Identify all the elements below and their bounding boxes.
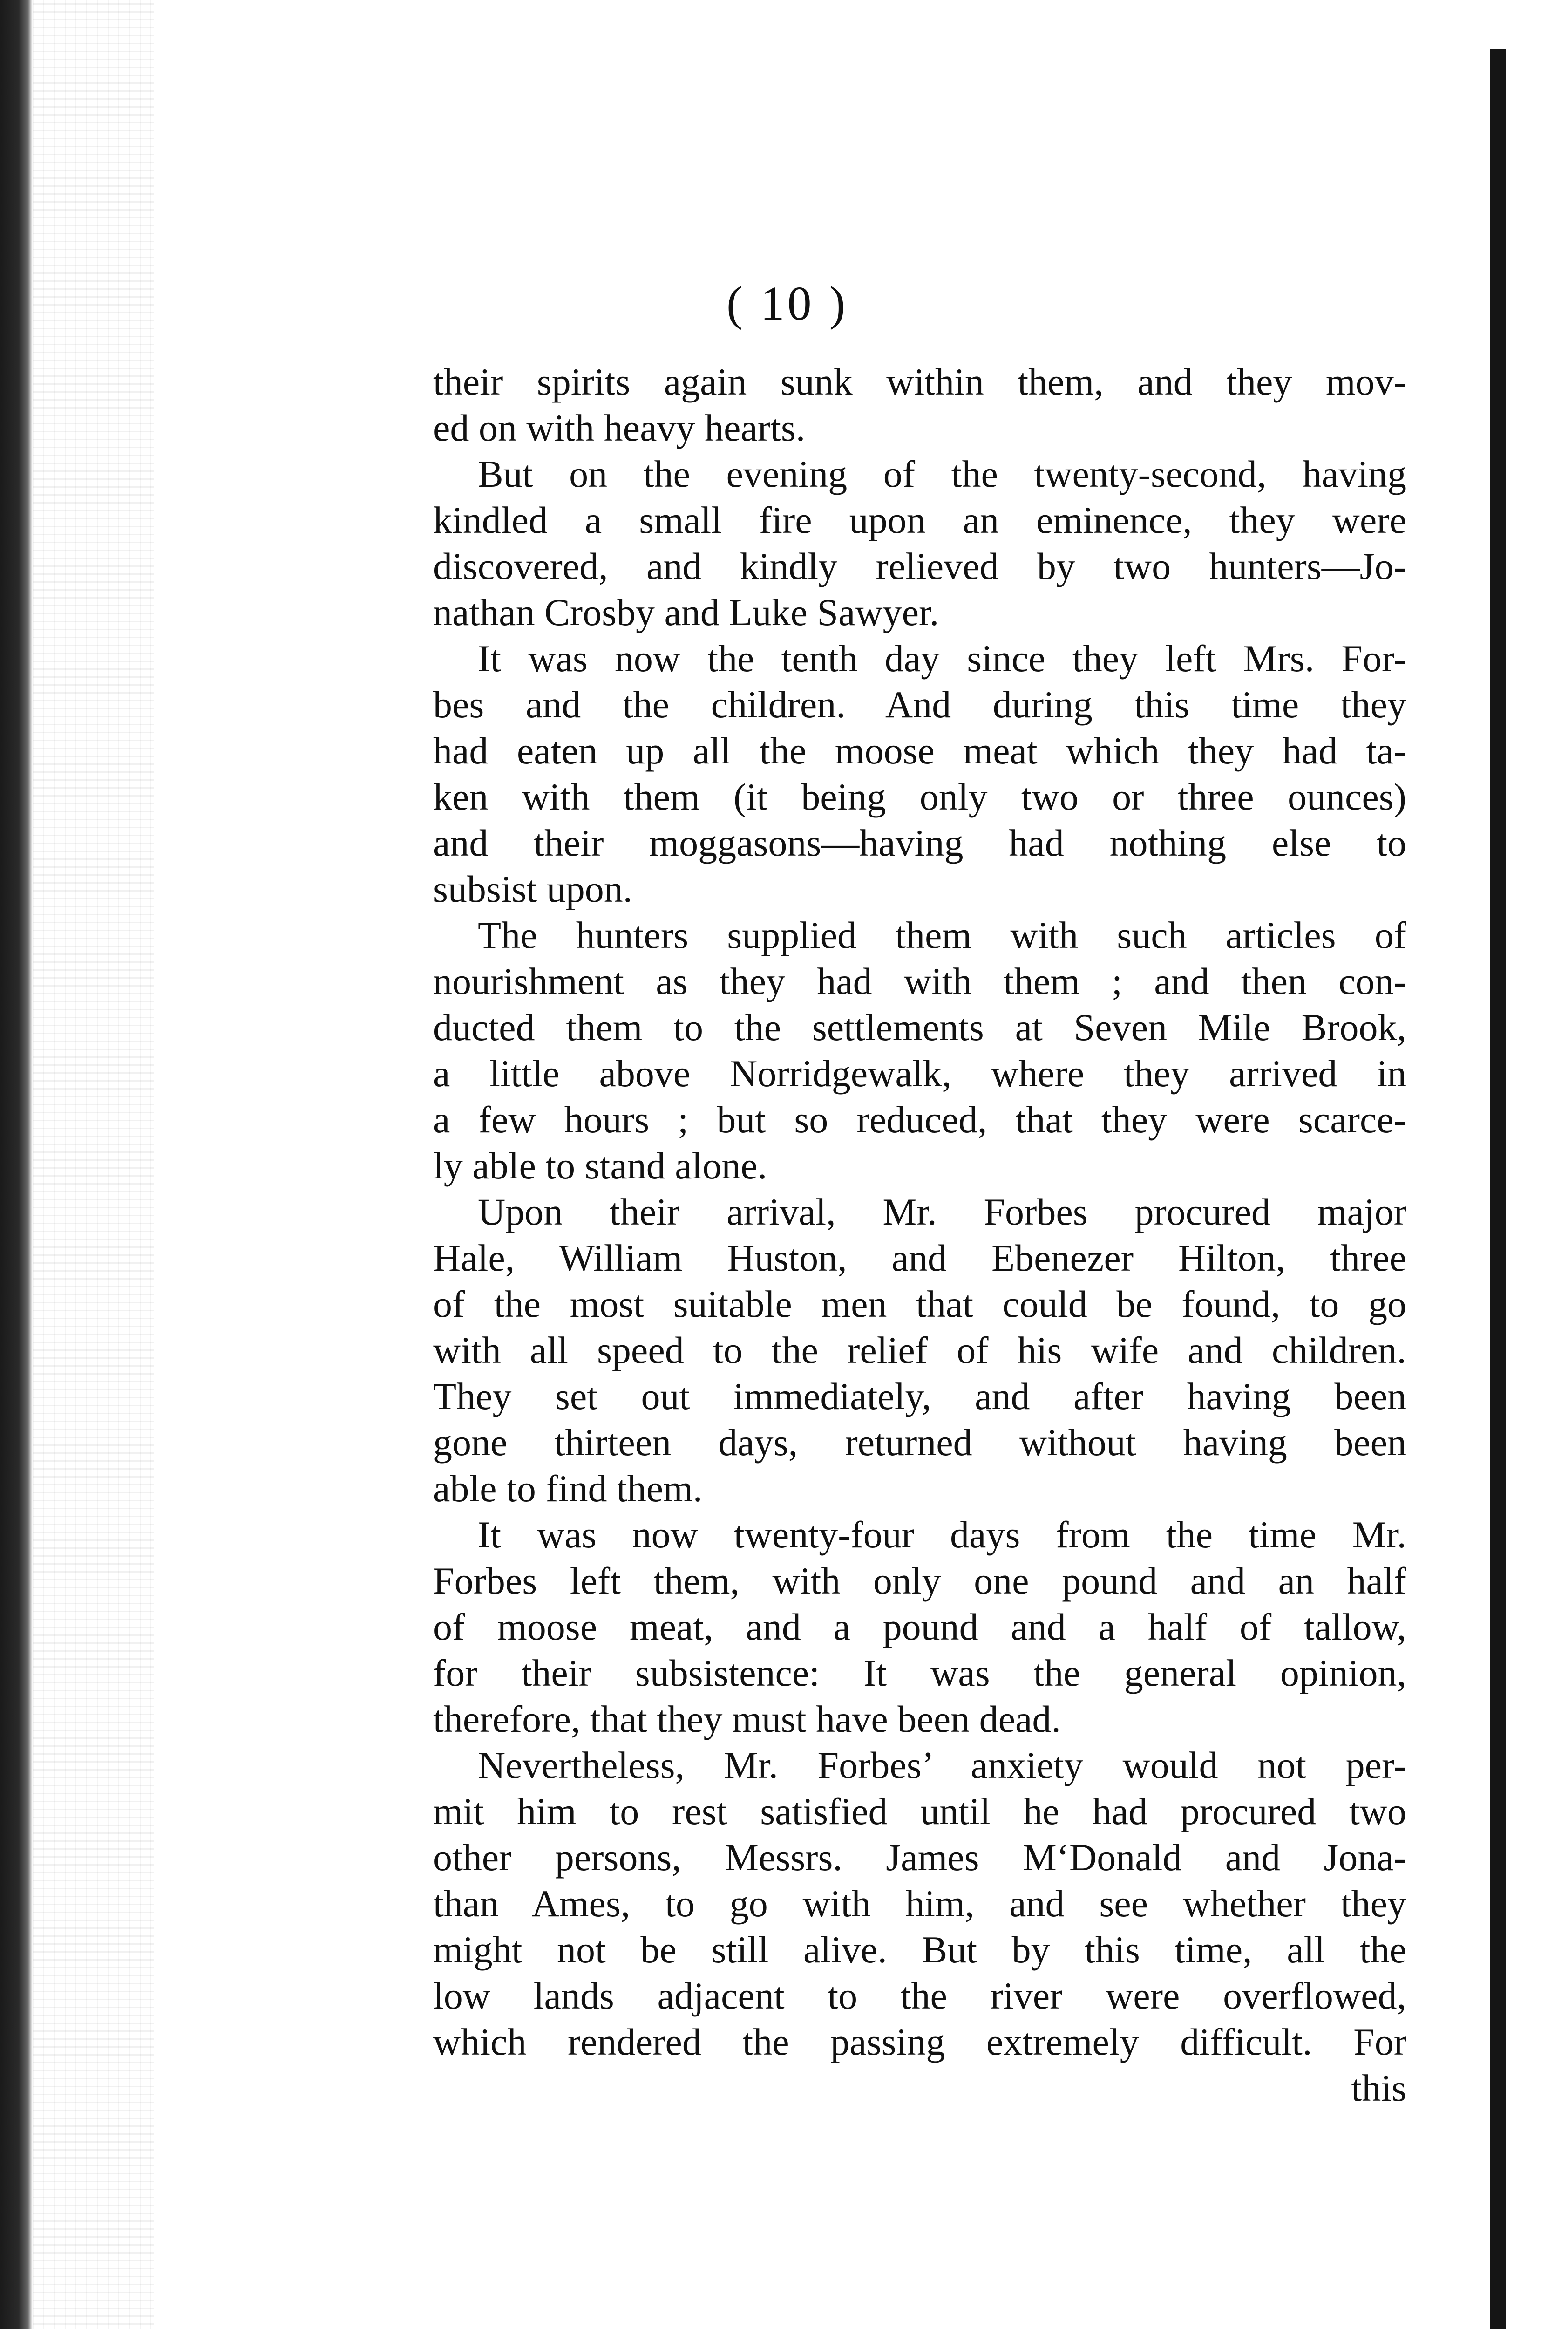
- catchword: this: [1351, 2067, 1406, 2109]
- text-line: subsist upon.: [433, 868, 633, 910]
- text-line: a little above Norridgewalk, where they arrived in: [433, 1052, 1406, 1095]
- text-line: The hunters supplied them with such articles of: [478, 914, 1406, 956]
- text-line: low lands adjacent to the river were overflowed,: [433, 1975, 1406, 2017]
- text-line: ly able to stand alone.: [433, 1144, 767, 1187]
- text-line: their spirits again sunk within them, and they mov-: [433, 361, 1406, 403]
- text-line: nourishment as they had with them ; and then con-: [433, 960, 1406, 1002]
- text-line: Hale, William Huston, and Ebenezer Hilton, three: [433, 1237, 1406, 1279]
- text-line: discovered, and kindly relieved by two hunters—Jo-: [433, 545, 1406, 587]
- text-line: for their subsistence: It was the general opinion,: [433, 1652, 1406, 1694]
- text-line: of moose meat, and a pound and a half of tallow,: [433, 1606, 1406, 1648]
- text-line: Nevertheless, Mr. Forbes’ anxiety would not per-: [478, 1744, 1406, 1786]
- text-line: Upon their arrival, Mr. Forbes procured major: [478, 1191, 1406, 1233]
- scanned-binding-edge-right: [1490, 49, 1506, 2329]
- text-line: gone thirteen days, returned without having been: [433, 1421, 1406, 1464]
- text-line: It was now twenty-four days from the time Mr.: [478, 1513, 1406, 1556]
- text-line: It was now the tenth day since they left Mrs. For-: [478, 637, 1406, 680]
- text-line: a few hours ; but so reduced, that they were scarce-: [433, 1098, 1406, 1141]
- text-line: had eaten up all the moose meat which they had ta-: [433, 729, 1406, 772]
- text-line: kindled a small fire upon an eminence, they were: [433, 499, 1406, 541]
- text-line: therefore, that they must have been dead.: [433, 1698, 1061, 1740]
- text-line: They set out immediately, and after having been: [433, 1375, 1406, 1417]
- body-text: [433, 359, 1406, 2111]
- scan-noise-margin: [33, 0, 154, 2329]
- text-line: ducted them to the settlements at Seven Mile Brook,: [433, 1006, 1406, 1049]
- text-line: and their moggasons—having had nothing else to: [433, 822, 1406, 864]
- text-line: other persons, Messrs. James M‘Donald and Jona-: [433, 1836, 1406, 1879]
- text-line: might not be still alive. But by this time, all the: [433, 1928, 1406, 1971]
- text-line: But on the evening of the twenty-second, having: [478, 453, 1406, 495]
- text-line: nathan Crosby and Luke Sawyer.: [433, 591, 939, 633]
- text-line: with all speed to the relief of his wife and children.: [433, 1329, 1406, 1371]
- text-line: of the most suitable men that could be found, to go: [433, 1283, 1406, 1325]
- text-line: than Ames, to go with him, and see whether they: [433, 1882, 1406, 1925]
- text-line: Forbes left them, with only one pound and an half: [433, 1559, 1406, 1602]
- text-line: which rendered the passing extremely difficult. For: [433, 2021, 1406, 2063]
- text-line: mit him to rest satisfied until he had procured two: [433, 1790, 1406, 1832]
- text-line: ed on with heavy hearts.: [433, 407, 806, 449]
- scanned-binding-edge-left: [0, 0, 33, 2329]
- text-line: able to find them.: [433, 1467, 703, 1510]
- text-line: ken with them (it being only two or three ounces): [433, 776, 1406, 818]
- page-number: ( 10 ): [726, 277, 848, 330]
- text-line: bes and the children. And during this time they: [433, 683, 1406, 726]
